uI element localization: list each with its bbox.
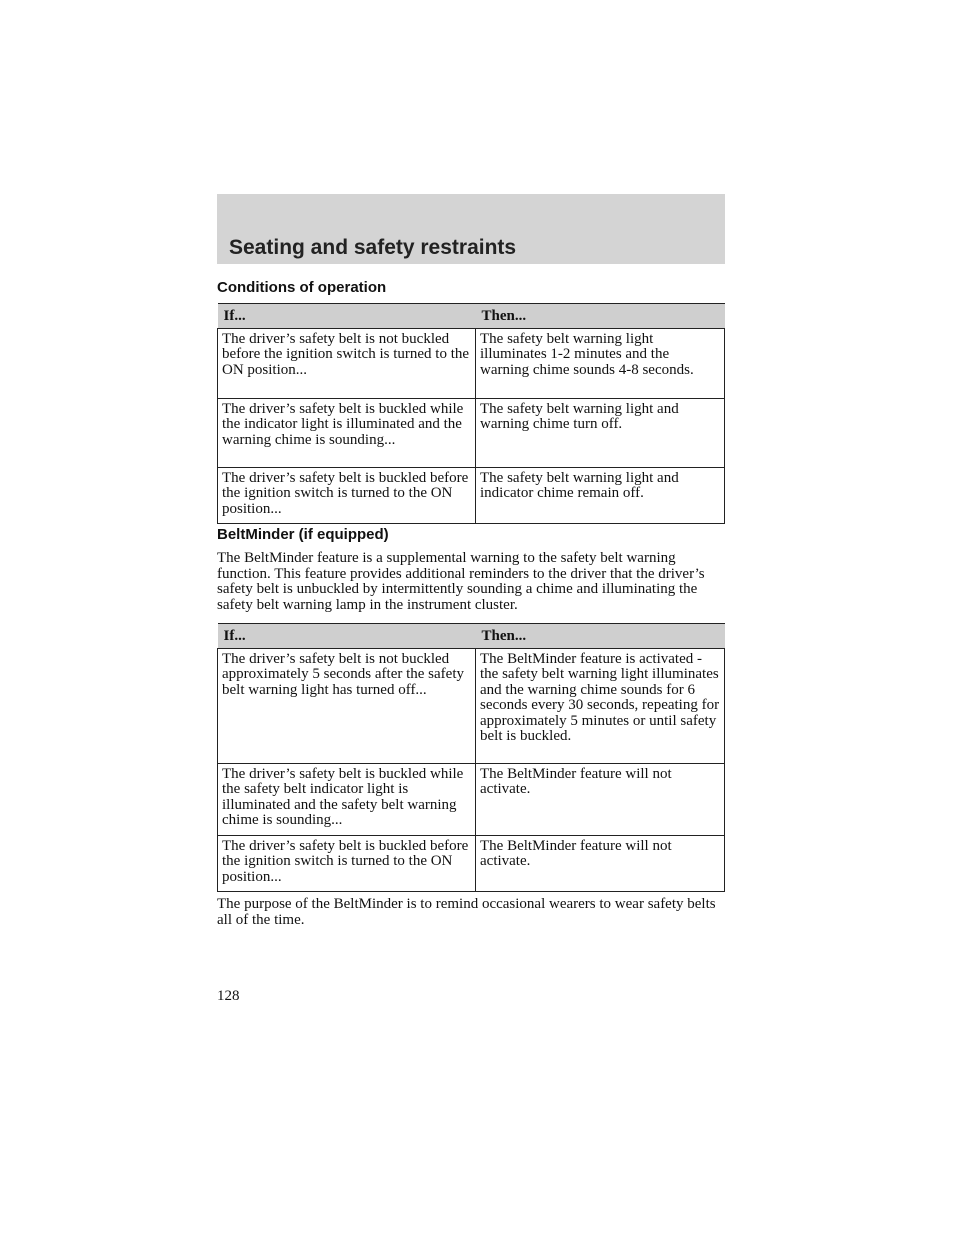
condition-if-cell: The driver’s safety belt is buckled before the ignition switch is turned to the ON position...: [218, 835, 476, 892]
condition-then-cell: The safety belt warning light illuminates 1-2 minutes and the warning chime sounds 4-8 seconds.: [476, 328, 725, 398]
condition-if-cell: The driver’s safety belt is not buckled approximately 5 seconds after the safety belt warning light has turned off...: [218, 648, 476, 763]
beltminder-heading: BeltMinder (if equipped): [217, 526, 389, 543]
table-row: [218, 835, 725, 892]
condition-then-cell: The BeltMinder feature will not activate.: [476, 835, 725, 892]
condition-if-cell: The driver’s safety belt is buckled before the ignition switch is turned to the ON position...: [218, 467, 476, 524]
section-title: Seating and safety restraints: [229, 236, 517, 259]
condition-if-cell: The driver’s safety belt is not buckled before the ignition switch is turned to the ON position...: [218, 328, 476, 398]
condition-then-cell: The BeltMinder feature will not activate.: [476, 763, 725, 835]
page-number: 128: [217, 988, 240, 1004]
conditions-table: [217, 303, 725, 524]
condition-if-cell: The driver’s safety belt is buckled while the indicator light is illuminated and the warning chime is sounding...: [218, 398, 476, 467]
conditions-section: [217, 279, 725, 524]
column-header-then: Then...: [476, 304, 725, 329]
column-header-if: If...: [218, 304, 476, 329]
table-row: [218, 328, 725, 398]
table-row: [218, 648, 725, 763]
table-row: [218, 398, 725, 467]
beltminder-table: [217, 623, 725, 892]
table-row: [218, 763, 725, 835]
beltminder-section: [217, 526, 725, 928]
column-header-then: Then...: [476, 624, 725, 649]
beltminder-intro: The BeltMinder feature is a supplemental warning to the safety belt warning function. This feature provides additional reminders to the driver that the driver’s safety belt is unbuckled by intermittently sounding a chime and illuminating the safety belt warning lamp in the instrument cluster.: [217, 550, 705, 613]
beltminder-closing: The purpose of the BeltMinder is to remind occasional wearers to wear safety belts all of the time.: [217, 896, 716, 928]
table-row: [218, 467, 725, 524]
column-header-if: If...: [218, 624, 476, 649]
condition-then-cell: The safety belt warning light and indicator chime remain off.: [476, 467, 725, 524]
section-header-band: [217, 194, 725, 264]
table-header-row: [218, 624, 725, 649]
condition-then-cell: The BeltMinder feature is activated - the safety belt warning light illuminates and the warning chime sounds for 6 seconds every 30 seconds, repeating for approximately 5 minutes or until safety belt is buckled.: [476, 648, 725, 763]
condition-then-cell: The safety belt warning light and warning chime turn off.: [476, 398, 725, 467]
condition-if-cell: The driver’s safety belt is buckled while the safety belt indicator light is illuminated and the safety belt warning chime is sounding...: [218, 763, 476, 835]
conditions-heading: Conditions of operation: [217, 279, 387, 296]
table-header-row: [218, 304, 725, 329]
